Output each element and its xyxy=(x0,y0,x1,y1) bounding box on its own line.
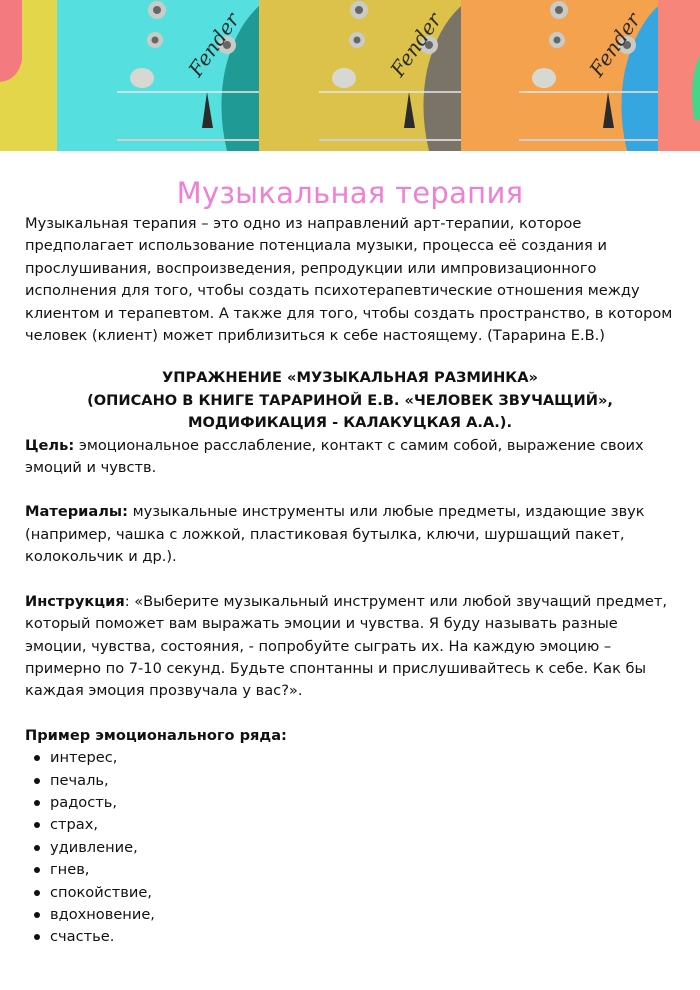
guitar-panel-5 xyxy=(658,0,700,151)
materials-text: музыкальные инструменты или любые предметы, издающие звук (например, чашка с ложкой, пластиковая бутылка, ключи, шуршащий пакет, колокольчик и др.). xyxy=(25,503,645,566)
exercise-heading xyxy=(25,367,675,434)
list-item: удивление, xyxy=(50,837,675,859)
svg-text:Fender: Fender xyxy=(183,8,245,81)
goal-label: Цель: xyxy=(25,436,75,454)
list-item: печаль, xyxy=(50,770,675,792)
guitar-panel-1 xyxy=(0,0,57,151)
exercise-heading-line-3: МОДИФИКАЦИЯ - КАЛАКУЦКАЯ А.А.). xyxy=(187,414,513,432)
svg-text:Fender: Fender xyxy=(584,8,646,81)
materials-label: Материалы: xyxy=(25,503,128,521)
guitar-panel-2 xyxy=(57,0,259,151)
svg-text:Fender: Fender xyxy=(385,8,447,81)
instruction-label: Инструкция xyxy=(25,592,125,610)
exercise-heading-line-1: УПРАЖНЕНИЕ «МУЗЫКАЛЬНАЯ РАЗМИНКА» xyxy=(162,369,538,387)
emotion-list xyxy=(25,747,675,949)
guitar-panel-3 xyxy=(259,0,461,151)
document-body xyxy=(0,213,700,949)
intro-paragraph: Музыкальная терапия – это одно из направлений арт-терапии, которое предполагает использование потенциала музыки, процесса её создания и прослушивания, воспроизведения, репродукции или импровизационного исполнения для того, чтобы создать психотерапевтические отношения между клиентом и терапевтом. А также для того, чтобы создать пространство, в котором человек (клиент) может приблизиться к себе настоящему. (Тарарина Е.В.) xyxy=(25,215,673,345)
list-item: интерес, xyxy=(50,747,675,769)
header-banner xyxy=(0,0,700,151)
goal-text: эмоциональное расслабление, контакт с самим собой, выражение своих эмоций и чувств. xyxy=(25,436,644,477)
materials-paragraph xyxy=(25,501,675,568)
instruction-text: : «Выберите музыкальный инструмент или любой звучащий предмет, который поможет вам выражать эмоции и чувства. Я буду называть разные эмоции, чувства, состояния, - попробуйте сыграть их. На каждую эмоцию – примерно по 7-10 секунд. Будьте спонтанны и прислушивайтесь к себе. Как бы каждая эмоция прозвучала у вас?». xyxy=(25,592,667,700)
exercise-heading-line-2: (ОПИСАНО В КНИГЕ ТАРАРИНОЙ Е.В. «ЧЕЛОВЕК ЗВУЧАЩИЙ», xyxy=(87,391,613,409)
list-item: страх, xyxy=(50,814,675,836)
list-item: вдохновение, xyxy=(50,904,675,926)
page-title: Музыкальная терапия xyxy=(176,176,524,210)
list-item: счастье. xyxy=(50,926,675,948)
goal-paragraph xyxy=(25,435,675,480)
guitar-panel-4 xyxy=(461,0,658,151)
list-item: гнев, xyxy=(50,859,675,881)
example-label: Пример эмоционального ряда: xyxy=(25,726,287,744)
list-item: спокойствие, xyxy=(50,882,675,904)
instruction-paragraph xyxy=(25,591,675,703)
list-item: радость, xyxy=(50,792,675,814)
